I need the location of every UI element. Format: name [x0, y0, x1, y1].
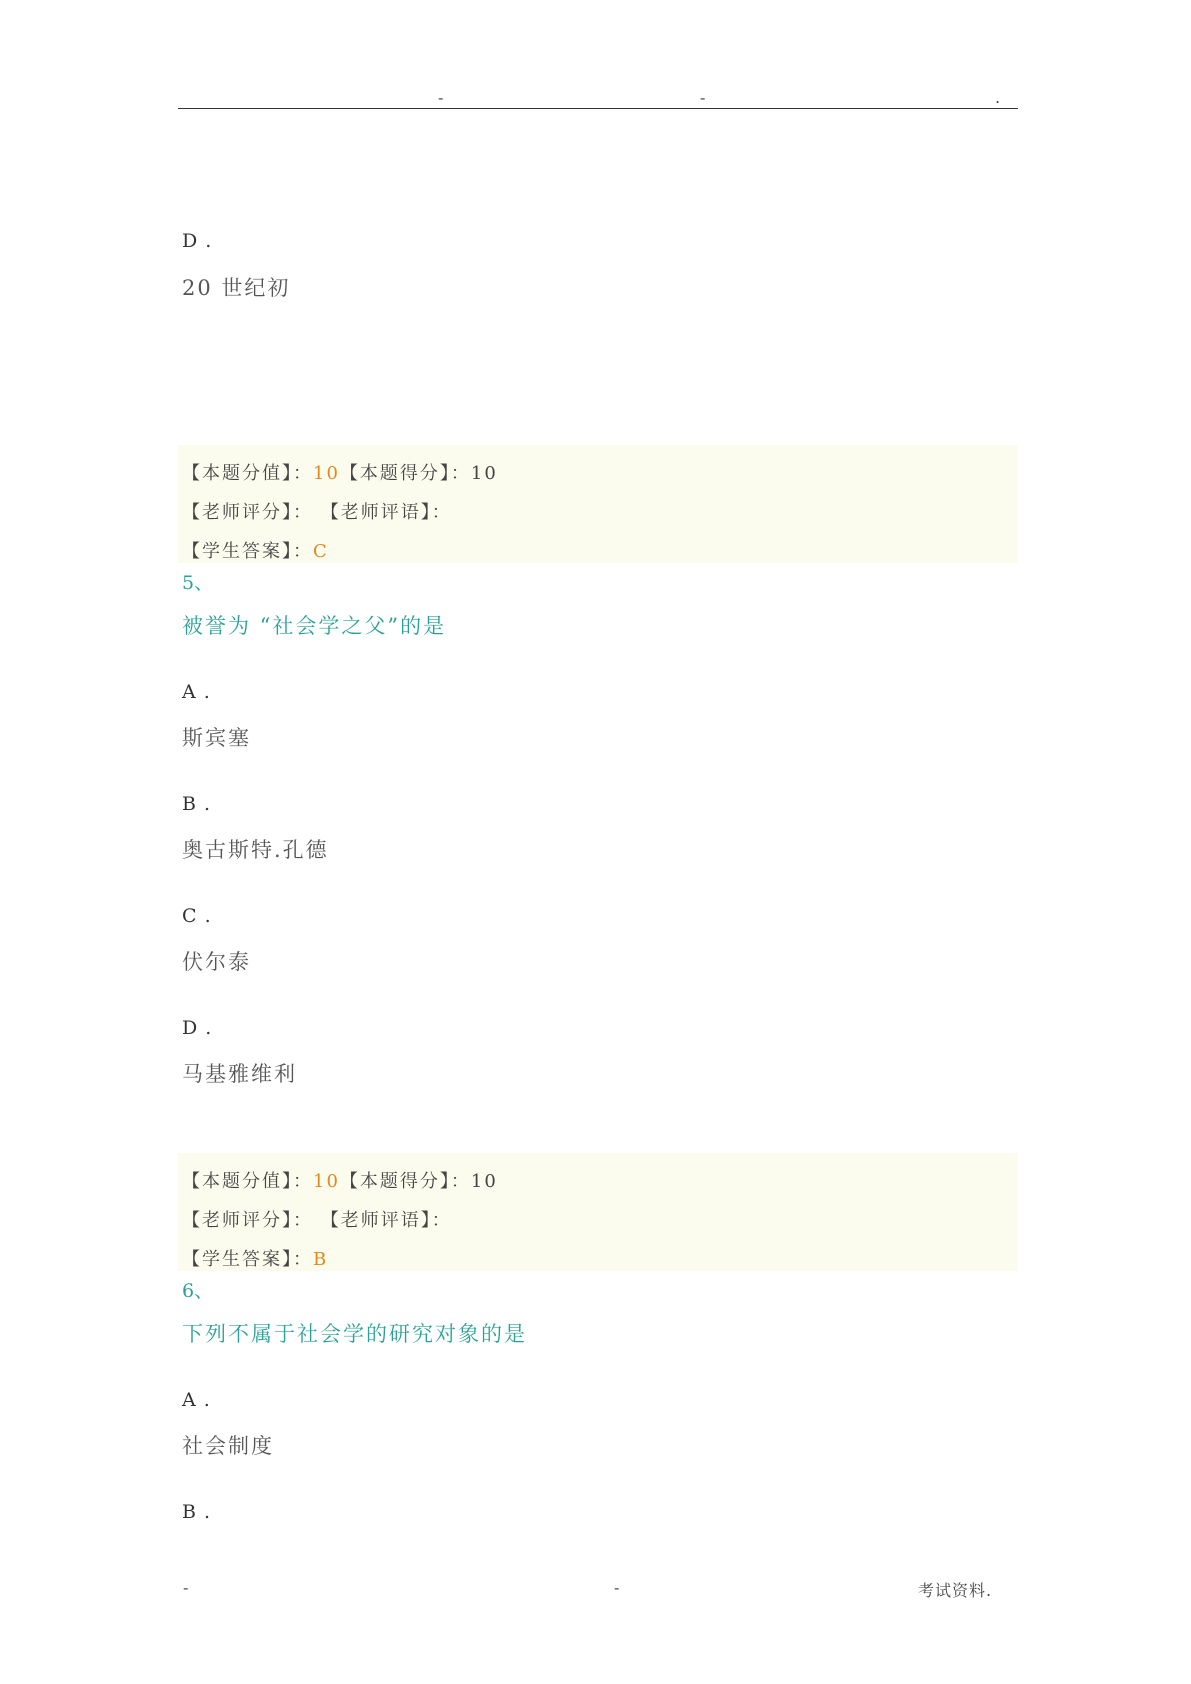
q5-option-b-letter: B . [182, 793, 212, 815]
footer-note: 考试资料. [918, 1581, 993, 1600]
q5-option-d-text: 马基雅维利 [182, 1062, 297, 1086]
score-line-teacher [182, 498, 452, 524]
score-line-value [182, 1167, 498, 1193]
score-value-label: 【本题分值】： [182, 463, 313, 484]
score-got-label: 【本题得分】： [339, 463, 471, 484]
q6-text: 下列不属于社会学的研究对象的是 [182, 1322, 527, 1346]
q4-option-d-letter: D . [182, 230, 213, 252]
student-answer-label: 【学生答案】： [182, 541, 313, 562]
q5-option-d-letter: D . [182, 1017, 213, 1039]
student-answer-label: 【学生答案】： [182, 1249, 313, 1270]
header-dash-left: - [438, 88, 444, 107]
q5-text: 被誉为 “社会学之父”的是 [182, 614, 447, 638]
q6-number: 6、 [182, 1280, 214, 1302]
q6-option-a-text: 社会制度 [182, 1434, 274, 1458]
score-line-answer [182, 1245, 328, 1271]
score-value: 10 [313, 1171, 340, 1192]
student-answer: C [313, 541, 329, 562]
score-line-teacher [182, 1206, 452, 1232]
teacher-score-label: 【老师评分】： [182, 502, 313, 523]
q5-number: 5、 [182, 572, 214, 594]
q4-option-d-text: 20 世纪初 [182, 276, 291, 300]
footer-dash-left: - [183, 1578, 189, 1597]
score-got: 10 [470, 1171, 498, 1192]
q5-option-c-letter: C . [182, 905, 212, 927]
q6-option-b-letter: B . [182, 1501, 212, 1523]
q5-option-b-text: 奥古斯特.孔德 [182, 838, 329, 862]
score-got-label: 【本题得分】： [339, 1171, 471, 1192]
teacher-comment-label: 【老师评语】： [320, 1210, 452, 1231]
q5-option-a-letter: A . [182, 681, 211, 703]
footer-dash-center: - [614, 1578, 620, 1597]
score-panel-q5 [178, 1153, 1018, 1271]
score-got: 10 [470, 463, 498, 484]
q5-option-c-text: 伏尔泰 [182, 950, 251, 974]
score-value: 10 [313, 463, 340, 484]
score-value-label: 【本题分值】： [182, 1171, 313, 1192]
student-answer: B [313, 1249, 329, 1270]
q5-option-a-text: 斯宾塞 [182, 726, 251, 750]
header-rule [178, 108, 1018, 109]
score-line-value [182, 459, 498, 485]
header-dash-right: - [700, 88, 706, 107]
score-line-answer [182, 537, 329, 563]
score-panel-q4 [178, 445, 1018, 563]
q6-option-a-letter: A . [182, 1389, 211, 1411]
header-dot: . [995, 88, 1001, 107]
teacher-comment-label: 【老师评语】： [320, 502, 452, 523]
teacher-score-label: 【老师评分】： [182, 1210, 313, 1231]
